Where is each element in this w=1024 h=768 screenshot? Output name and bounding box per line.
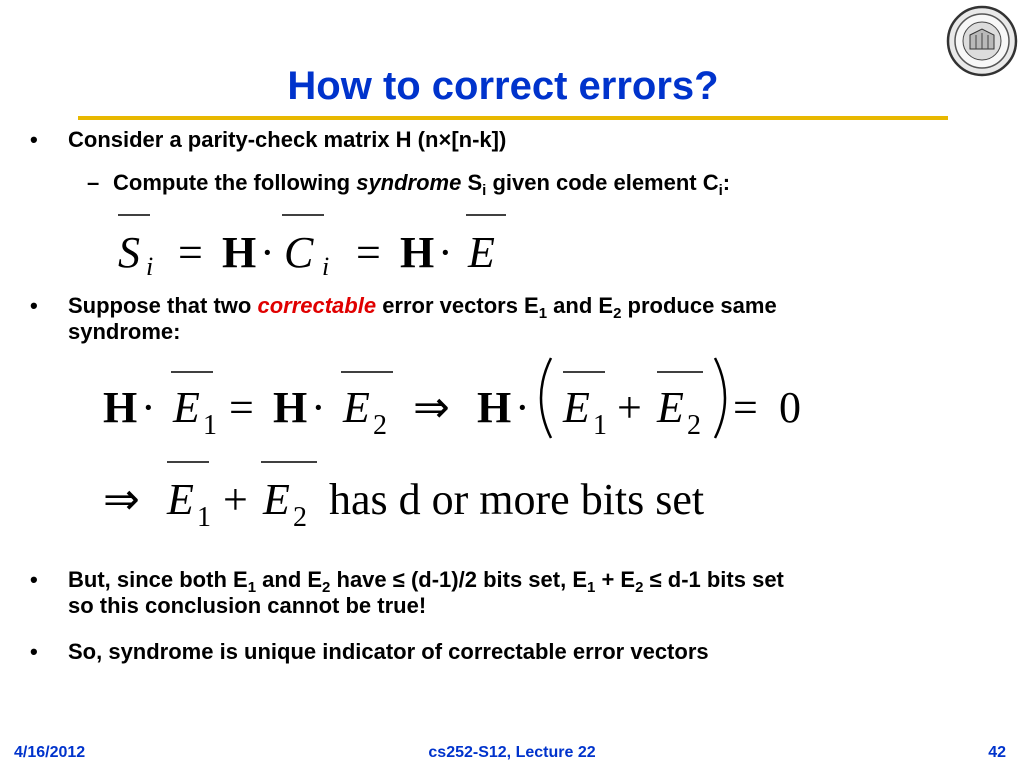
svg-text:·: · <box>141 383 156 432</box>
svg-text:has d or more bits set: has d or more bits set <box>329 475 705 524</box>
bullet-parity-check: • Consider a parity-check matrix H (n×[n-k]) <box>30 127 507 152</box>
footer-date: 4/16/2012 <box>14 744 86 761</box>
footer-page-number: 42 <box>988 744 1006 761</box>
svg-text:1: 1 <box>203 410 217 441</box>
syndrome-term: syndrome <box>356 170 462 195</box>
svg-text:H: H <box>273 383 308 432</box>
sub-bullet-marker: – <box>87 170 100 195</box>
svg-text:1: 1 <box>593 410 607 441</box>
svg-text:0: 0 <box>779 383 801 432</box>
svg-text:C: C <box>284 228 314 277</box>
svg-text:⇒: ⇒ <box>413 383 450 432</box>
svg-text:i: i <box>146 252 154 281</box>
same-syndrome-equation <box>95 350 835 445</box>
svg-text:+: + <box>223 475 248 524</box>
svg-text:=: = <box>178 228 203 277</box>
svg-text:·: · <box>311 383 326 432</box>
svg-text:2: 2 <box>687 410 701 441</box>
bullet-marker: • <box>30 293 38 318</box>
page-title: How to correct errors? <box>287 64 719 108</box>
svg-text:i: i <box>322 252 330 281</box>
syndrome-equation <box>110 205 530 285</box>
svg-text:2: 2 <box>373 410 387 441</box>
svg-text:=: = <box>356 228 381 277</box>
svg-text:H: H <box>477 383 512 432</box>
svg-text:H: H <box>103 383 138 432</box>
bullet-marker: • <box>30 639 38 664</box>
svg-text:E: E <box>343 383 370 432</box>
title-underline <box>78 116 948 120</box>
svg-text:+: + <box>617 383 642 432</box>
svg-text:=: = <box>733 383 758 432</box>
svg-text:2: 2 <box>293 502 307 533</box>
svg-text:H: H <box>222 228 257 277</box>
bullet-unique-indicator: • So, syndrome is unique indicator of correctable error vectors <box>30 639 709 664</box>
sub-bullet-syndrome: – Compute the following syndrome $S_i$ given code element $C_i$: <box>87 170 731 199</box>
svg-text:E: E <box>657 383 684 432</box>
svg-text:1: 1 <box>197 502 211 533</box>
svg-text:E: E <box>263 475 290 524</box>
bullet-marker: • <box>30 127 38 152</box>
svg-text:E: E <box>173 383 200 432</box>
svg-text:⇒: ⇒ <box>103 475 140 524</box>
svg-text:E: E <box>468 228 495 277</box>
svg-text:·: · <box>438 228 453 277</box>
svg-text:·: · <box>260 228 275 277</box>
svg-text:=: = <box>229 383 254 432</box>
bullet-contradiction: • But, since both $E_1$ and $E_2$ have ≤ (d-1)/2 bits set, $E_1 + E_2 \le d-1$ bits set so this conclusion cannot be true! <box>30 567 784 618</box>
conclusion-equation <box>95 450 795 540</box>
correctable-term: correctable <box>257 293 377 318</box>
svg-text:S: S <box>118 228 140 277</box>
footer-course: cs252-S12, Lecture 22 <box>428 744 596 761</box>
bullet-correctable-vectors: • Suppose that two correctable error vectors $E_1$ and $E_2$ produce same syndrome: <box>30 293 777 344</box>
svg-text:E: E <box>167 475 194 524</box>
svg-text:·: · <box>515 383 530 432</box>
svg-text:E: E <box>563 383 590 432</box>
bullet-marker: • <box>30 567 38 592</box>
svg-text:H: H <box>400 228 435 277</box>
